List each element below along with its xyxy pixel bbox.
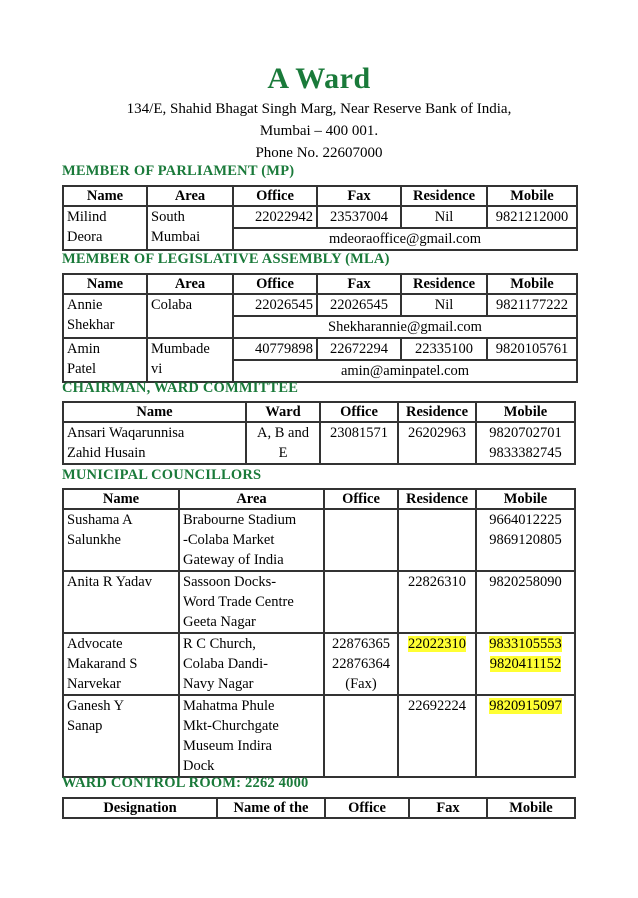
col-name-of-the: Name of the <box>217 798 325 818</box>
highlighted-residence: 22022310 <box>408 636 466 652</box>
highlighted-mobile: 9820915097 <box>489 698 562 714</box>
mla-residence: Nil <box>401 294 487 316</box>
mla-mobile: 9821177222 <box>487 294 577 316</box>
councillor-mobile: 9664012225 9869120805 <box>476 509 575 571</box>
mla-mobile: 9820105761 <box>487 338 577 360</box>
table-header-row <box>63 489 575 509</box>
col-fax: Fax <box>409 798 487 818</box>
mp-email[interactable]: mdeoraoffice@gmail.com <box>233 228 577 250</box>
councillor-residence <box>398 633 476 695</box>
councillors-table <box>62 488 576 778</box>
address-line-1: 134/E, Shahid Bhagat Singh Marg, Near Reserve Bank of India, <box>126 101 512 117</box>
mla-table <box>62 273 578 383</box>
councillor-office <box>324 509 398 571</box>
col-mobile: Mobile <box>476 402 575 422</box>
mla-name: Amin Patel <box>63 338 147 382</box>
councillor-name: Sushama A Salunkhe <box>63 509 179 571</box>
councillor-residence <box>398 509 476 571</box>
chairman-name: Ansari Waqarunnisa Zahid Husain <box>63 422 246 464</box>
mp-area: South Mumbai <box>147 206 233 250</box>
mla-email[interactable]: Shekharannie@gmail.com <box>233 316 577 338</box>
table-row <box>63 695 575 777</box>
mla-heading: MEMBER OF LEGISLATIVE ASSEMBLY (MLA) <box>62 251 390 267</box>
col-name: Name <box>63 186 147 206</box>
councillor-mobile: 9820258090 <box>476 571 575 633</box>
col-mobile: Mobile <box>487 186 577 206</box>
councillor-mobile <box>476 695 575 777</box>
mp-table <box>62 185 578 251</box>
col-name: Name <box>63 274 147 294</box>
mla-office: 40779898 <box>233 338 317 360</box>
col-fax: Fax <box>317 186 401 206</box>
table-row <box>63 206 577 228</box>
chairman-residence: 26202963 <box>398 422 476 464</box>
mp-residence: Nil <box>401 206 487 228</box>
highlighted-mobile: 9820411152 <box>489 656 562 672</box>
col-office: Office <box>320 402 398 422</box>
councillor-office <box>324 695 398 777</box>
col-residence: Residence <box>398 489 476 509</box>
col-mobile: Mobile <box>476 489 575 509</box>
col-mobile: Mobile <box>487 798 575 818</box>
table-row <box>63 294 577 316</box>
mla-area: Colaba <box>147 294 233 338</box>
phone-number: Phone No. 22607000 <box>255 145 383 161</box>
control-room-table <box>62 797 576 819</box>
col-ward: Ward <box>246 402 320 422</box>
table-row <box>63 571 575 633</box>
col-area: Area <box>147 186 233 206</box>
mp-name: Milind Deora <box>63 206 147 250</box>
councillor-office <box>324 571 398 633</box>
mla-area: Mumbade vi <box>147 338 233 382</box>
mp-heading: MEMBER OF PARLIAMENT (MP) <box>62 163 295 179</box>
col-residence: Residence <box>401 274 487 294</box>
mp-mobile: 9821212000 <box>487 206 577 228</box>
col-office: Office <box>325 798 409 818</box>
col-residence: Residence <box>398 402 476 422</box>
chairman-ward: A, B and E <box>246 422 320 464</box>
mp-fax: 23537004 <box>317 206 401 228</box>
table-header-row <box>63 402 575 422</box>
col-name: Name <box>63 402 246 422</box>
page-title: A Ward <box>267 62 371 95</box>
col-name: Name <box>63 489 179 509</box>
mla-name: Annie Shekhar <box>63 294 147 338</box>
col-office: Office <box>233 274 317 294</box>
mla-email[interactable]: amin@aminpatel.com <box>233 360 577 382</box>
control-room-heading: WARD CONTROL ROOM: 2262 4000 <box>62 775 309 791</box>
table-header-row <box>63 798 575 818</box>
col-designation: Designation <box>63 798 217 818</box>
address-line-2: Mumbai – 400 001. <box>259 123 379 139</box>
councillor-residence: 22826310 <box>398 571 476 633</box>
chairman-table <box>62 401 576 465</box>
councillor-area: Mahatma Phule Mkt-Churchgate Museum Indira Dock <box>179 695 324 777</box>
chairman-heading: CHAIRMAN, WARD COMMITTEE <box>62 380 299 396</box>
table-row <box>63 509 575 571</box>
col-residence: Residence <box>401 186 487 206</box>
mp-office: 22022942 <box>233 206 317 228</box>
mla-office: 22026545 <box>233 294 317 316</box>
table-row <box>63 422 575 464</box>
chairman-office: 23081571 <box>320 422 398 464</box>
councillor-area: R C Church, Colaba Dandi- Navy Nagar <box>179 633 324 695</box>
councillor-name: Anita R Yadav <box>63 571 179 633</box>
col-office: Office <box>233 186 317 206</box>
table-header-row <box>63 274 577 294</box>
councillor-office: 22876365 22876364 (Fax) <box>324 633 398 695</box>
councillor-mobile <box>476 633 575 695</box>
councillor-area: Sassoon Docks- Word Trade Centre Geeta Nagar <box>179 571 324 633</box>
chairman-mobile: 9820702701 9833382745 <box>476 422 575 464</box>
col-fax: Fax <box>317 274 401 294</box>
table-row <box>63 338 577 360</box>
highlighted-mobile: 9833105553 <box>489 636 562 652</box>
col-mobile: Mobile <box>487 274 577 294</box>
councillor-name: Ganesh Y Sanap <box>63 695 179 777</box>
col-area: Area <box>147 274 233 294</box>
councillor-area: Brabourne Stadium -Colaba Market Gateway of India <box>179 509 324 571</box>
councillor-name: Advocate Makarand S Narvekar <box>63 633 179 695</box>
table-row <box>63 633 575 695</box>
councillor-residence: 22692224 <box>398 695 476 777</box>
mla-fax: 22672294 <box>317 338 401 360</box>
table-header-row <box>63 186 577 206</box>
mla-fax: 22026545 <box>317 294 401 316</box>
councillors-heading: MUNICIPAL COUNCILLORS <box>62 467 262 483</box>
col-office: Office <box>324 489 398 509</box>
mla-residence: 22335100 <box>401 338 487 360</box>
col-area: Area <box>179 489 324 509</box>
